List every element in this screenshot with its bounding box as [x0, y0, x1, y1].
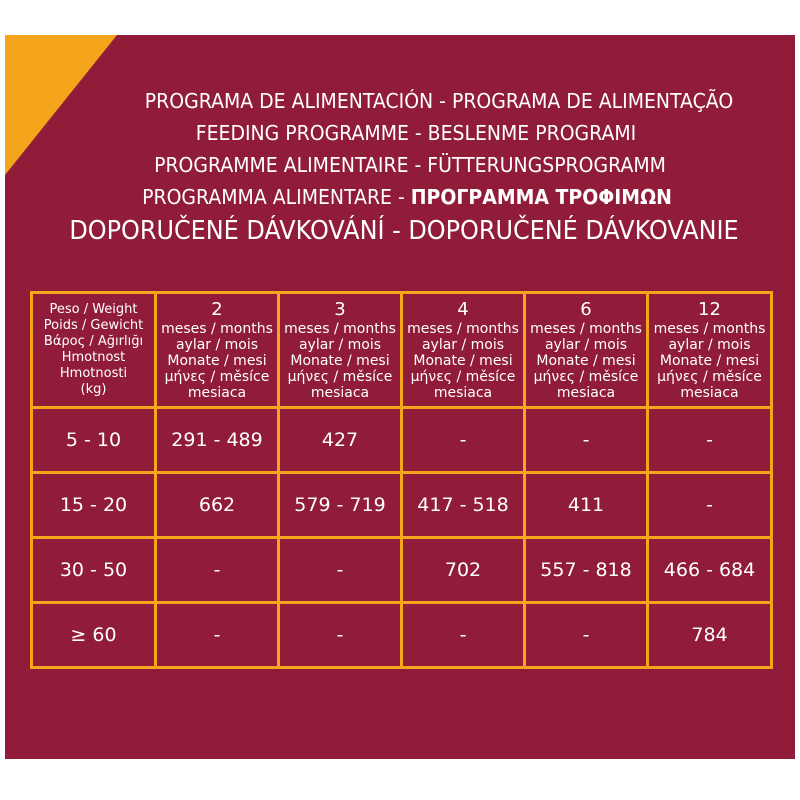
title-line-3: PROGRAMME ALIMENTAIRE - FÜTTERUNGSPROGRAMM: [154, 153, 666, 177]
age-unit-line: Monate / mesi: [413, 353, 513, 369]
age-unit-line: aylar / mois: [175, 337, 259, 353]
age-unit-line: mesiaca: [187, 385, 247, 401]
age-unit-line: meses / months: [407, 321, 519, 337]
title-line-5: DOPORUČENÉ DÁVKOVÁNÍ - DOPORUČENÉ DÁVKOVANIE: [69, 216, 739, 246]
age-months-unit-label: [649, 321, 770, 401]
weight-cell: ≥ 60: [32, 603, 156, 668]
weight-header-line: Poids / Gewicht: [43, 318, 144, 333]
grams-cell: 417 - 518: [402, 473, 525, 538]
grams-cell: -: [525, 603, 648, 668]
age-unit-line: Monate / mesi: [290, 353, 390, 369]
table-row: [32, 473, 772, 538]
age-unit-line: Monate / mesi: [536, 353, 636, 369]
age-header-cell: [279, 293, 402, 408]
age-unit-line: aylar / mois: [421, 337, 505, 353]
age-unit-line: mesiaca: [556, 385, 616, 401]
weight-cell: 5 - 10: [32, 408, 156, 473]
age-unit-line: meses / months: [284, 321, 396, 337]
age-header-cell: [402, 293, 525, 408]
grams-cell: -: [648, 473, 772, 538]
grams-cell: -: [402, 603, 525, 668]
table-row: [32, 538, 772, 603]
grams-cell: -: [402, 408, 525, 473]
age-unit-line: μήνες / měsíce: [287, 369, 393, 385]
age-months-number: 3: [334, 299, 346, 320]
age-unit-line: Monate / mesi: [167, 353, 267, 369]
grams-cell: 291 - 489: [156, 408, 279, 473]
grams-cell: 427: [279, 408, 402, 473]
age-months-number: 6: [580, 299, 592, 320]
age-unit-line: μήνες / měsíce: [657, 369, 762, 385]
grams-cell: -: [648, 408, 772, 473]
grams-cell: 702: [402, 538, 525, 603]
weight-header-line: Hmotnosti: [59, 366, 128, 381]
title-line-2: FEEDING PROGRAMME - BESLENME PROGRAMI: [195, 121, 637, 145]
table-body: [32, 408, 772, 668]
feeding-table: [30, 291, 773, 669]
weight-header-line: Βάρος / Ağırlığı: [43, 334, 144, 349]
table-row: [32, 408, 772, 473]
grams-cell: -: [156, 603, 279, 668]
title-line-4-greek: ΠΡΟΓΡΑΜΜΑ ΤΡΟΦΙΜΩΝ: [410, 185, 672, 209]
weight-header-label: [33, 302, 154, 398]
age-unit-line: meses / months: [653, 321, 766, 337]
grams-cell: -: [156, 538, 279, 603]
grams-cell: 411: [525, 473, 648, 538]
age-header-cell: [156, 293, 279, 408]
title-line-1: PROGRAMA DE ALIMENTACIÓN - PROGRAMA DE ALIMENTAÇÃO: [144, 89, 734, 113]
age-months-unit-label: [403, 321, 523, 401]
age-unit-line: μήνες / měsíce: [410, 369, 516, 385]
age-months-number: 4: [457, 299, 469, 320]
table-header-row: [32, 293, 772, 408]
age-unit-line: μήνες / měsíce: [164, 369, 270, 385]
age-unit-line: mesiaca: [680, 385, 739, 401]
title-line-4-latin: PROGRAMMA ALIMENTARE -: [142, 185, 411, 209]
grams-cell: 579 - 719: [279, 473, 402, 538]
grams-cell: 784: [648, 603, 772, 668]
grams-cell: 662: [156, 473, 279, 538]
age-months-unit-label: [157, 321, 277, 401]
age-unit-line: μήνες / měsíce: [533, 369, 639, 385]
table-row: [32, 603, 772, 668]
grams-cell: -: [279, 603, 402, 668]
age-unit-line: meses / months: [161, 321, 273, 337]
grams-cell: 557 - 818: [525, 538, 648, 603]
age-header-cell: [648, 293, 772, 408]
age-months-number: 2: [211, 299, 223, 320]
weight-header-cell: [32, 293, 156, 408]
grams-cell: -: [279, 538, 402, 603]
title-line-4: [45, 181, 768, 213]
age-header-cell: [525, 293, 648, 408]
age-months-unit-label: [280, 321, 400, 401]
age-unit-line: mesiaca: [433, 385, 493, 401]
weight-cell: 15 - 20: [32, 473, 156, 538]
age-unit-line: aylar / mois: [544, 337, 628, 353]
title-block: [0, 85, 800, 249]
grams-cell: 466 - 684: [648, 538, 772, 603]
weight-header-line: (kg): [80, 382, 107, 397]
age-unit-line: aylar / mois: [298, 337, 382, 353]
age-months-unit-label: [526, 321, 646, 401]
age-unit-line: Monate / mesi: [659, 353, 760, 369]
age-unit-line: aylar / mois: [668, 337, 751, 353]
age-unit-line: mesiaca: [310, 385, 370, 401]
weight-cell: 30 - 50: [32, 538, 156, 603]
grams-cell: -: [525, 408, 648, 473]
weight-header-line: Peso / Weight: [49, 302, 138, 317]
age-months-number: 12: [698, 299, 721, 320]
age-unit-line: meses / months: [530, 321, 642, 337]
weight-header-line: Hmotnost: [61, 350, 126, 365]
